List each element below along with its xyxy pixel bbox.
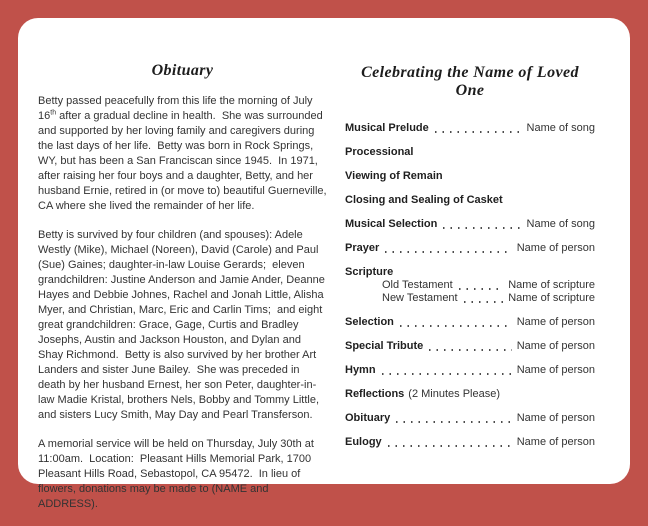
order-of-service-page: [345, 64, 595, 460]
service-subitem-old-testament: [382, 279, 595, 292]
obituary-page: [38, 62, 330, 526]
service-item-obituary: [345, 412, 595, 425]
service-item-value: Name of person: [516, 364, 595, 376]
dot-leader: [459, 288, 503, 290]
dot-leader: [429, 349, 511, 351]
service-title: Celebrating the Name of Loved One: [361, 64, 579, 99]
service-item-label: Selection: [345, 316, 394, 328]
service-item-label: Musical Selection: [345, 218, 438, 230]
service-item-special-tribute: [345, 340, 595, 353]
service-item-label: Prayer: [345, 242, 380, 254]
dot-leader: [382, 373, 512, 375]
service-item-note: (2 Minutes Please): [408, 388, 501, 400]
service-item-label: Scripture: [345, 266, 394, 278]
service-item-label: Processional: [345, 146, 414, 158]
service-item-reflections: [345, 388, 595, 401]
dot-leader: [400, 325, 512, 327]
service-subitem-value: Name of scripture: [508, 292, 595, 304]
obituary-paragraph-1-text: Betty passed peacefully from this life the morning of July 16: [38, 95, 316, 122]
obituary-paragraph-1: [38, 94, 330, 214]
service-item-hymn: [345, 364, 595, 377]
dot-leader: [435, 131, 522, 133]
service-item-prayer: [345, 242, 595, 255]
obituary-paragraph-3: A memorial service will be held on Thursday, July 30th at 11:00am. Location: Pleasant Hills Memorial Park, 1700 Pleasant Hills Road, Sebastopol, CA 95472. In lieu of flowers, donations may be made to (NAME and ADDRESS).: [38, 438, 318, 510]
dot-leader: [443, 227, 521, 229]
dot-leader: [388, 445, 512, 447]
service-subitem-label: New Testament: [382, 292, 458, 304]
service-item-label: Eulogy: [345, 436, 382, 448]
obituary-title: Obituary: [151, 62, 214, 79]
service-item-value: Name of song: [526, 218, 595, 230]
service-item-scripture: [345, 266, 595, 279]
service-item-scripture-group: [345, 266, 595, 305]
service-item-value: Name of person: [516, 436, 595, 448]
service-item-label: Musical Prelude: [345, 122, 429, 134]
service-item-viewing-of-remain: [345, 170, 595, 183]
dot-leader: [396, 421, 512, 423]
service-item-value: Name of person: [516, 412, 595, 424]
service-item-value: Name of person: [516, 316, 595, 328]
service-subitem-value: Name of scripture: [508, 279, 595, 291]
service-subitem-label: Old Testament: [382, 279, 453, 291]
ordinal-superscript: th: [50, 109, 57, 117]
service-item-selection: [345, 316, 595, 329]
dot-leader: [464, 301, 504, 303]
service-subitem-new-testament: [382, 292, 595, 305]
service-item-closing-and-sealing: [345, 194, 595, 207]
service-item-label: Hymn: [345, 364, 376, 376]
service-item-label: Viewing of Remain: [345, 170, 443, 182]
service-item-label: Obituary: [345, 412, 391, 424]
service-item-processional: [345, 146, 595, 159]
service-list: [345, 122, 595, 449]
obituary-paragraph-2: Betty is survived by four children (and spouses): Adele Westly (Mike), Michael (Noreen), David (Carole) and Paul (Sue) Gaines; daughter-in-law Louise Gerards; eleven grandchildren: Justine Anderson and Jamie Ander, Deanne Hayes and Debbie Johnes, Rachel and Jonah Little, Alisha Myer, and Christian, Marc, Eric and Carlin Tims; and eight great grandchildren: Grace, Gage, Curtis and Bradley Josephs, Austin and Jackson Houston, and Dylan and Shay Richmond. Betty is also survived by her brother Art Landers and sister June Bailey. She was preceded in death by her husband Ernest, her son Peter, daughter-in-law Madie Kristal, brothers Nels, Bobby and Tommy Little, and sisters Lucy Smith, May Day and Pearl Transferson.: [38, 229, 328, 421]
service-item-label: Reflections: [345, 388, 405, 400]
program-spread: [18, 18, 630, 510]
service-item-eulogy: [345, 436, 595, 449]
obituary-paragraph-1-continued: after a gradual decline in health. She was surrounded and supported by her loving family and caregivers during the last days of her life. Betty was born in Rock Springs, WY, but has been a San Franciscan since 1945. In 1971, after raising her four boys and a daughter, Betty, and her husband Ernie, retired in (or move to) beautiful Guerneville, CA where she lived the remainder of her life.: [38, 110, 330, 212]
service-item-musical-prelude: [345, 122, 595, 135]
service-item-value: Name of song: [526, 122, 595, 134]
service-item-musical-selection: [345, 218, 595, 231]
service-item-value: Name of person: [516, 242, 595, 254]
service-item-label: Special Tribute: [345, 340, 424, 352]
service-item-label: Closing and Sealing of Casket: [345, 194, 503, 206]
dot-leader: [385, 251, 511, 253]
service-item-value: Name of person: [516, 340, 595, 352]
